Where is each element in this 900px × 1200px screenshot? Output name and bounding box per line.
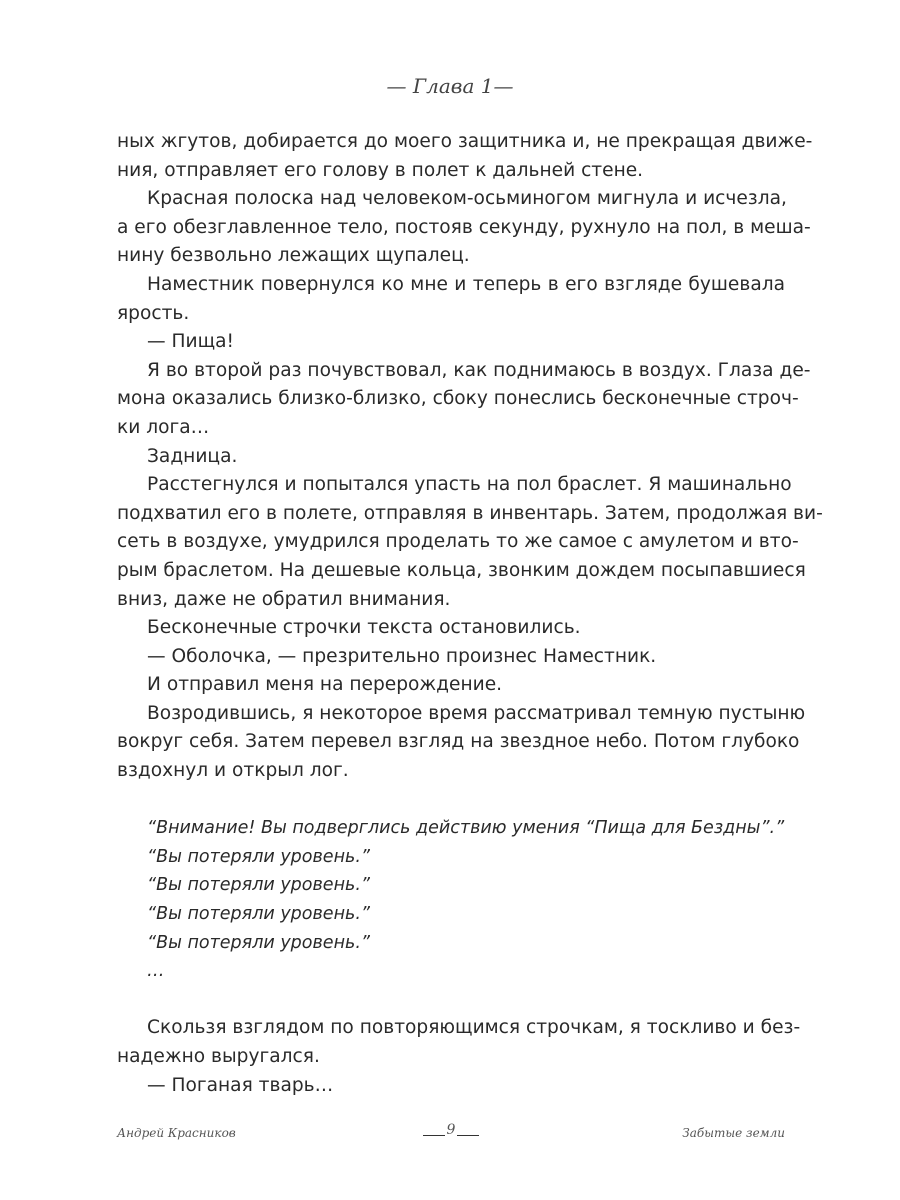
text-line: Я во второй раз почувствовал, как поднимаюсь в воздух. Глаза де- bbox=[147, 359, 811, 381]
text-line: Расстегнулся и попытался упасть на пол браслет. Я машинально bbox=[147, 474, 792, 496]
text-line: Бесконечные строчки текста остановились. bbox=[147, 617, 581, 639]
text-line: вокруг себя. Затем перевел взгляд на звездное небо. Потом глубоко bbox=[117, 731, 800, 753]
blank-line bbox=[117, 786, 785, 815]
text-line: надежно выругался. bbox=[117, 1046, 320, 1067]
text-line: Возродившись, я некоторое время рассматривал темную пустыню bbox=[147, 702, 806, 724]
page-number: 9 bbox=[446, 1122, 456, 1138]
text-line: ки лога… bbox=[117, 416, 210, 438]
text-line: вздохнул и открыл лог. bbox=[117, 760, 349, 782]
text-line: Красная полоска над человеком-осьминогом мигнула и исчезла, bbox=[147, 188, 787, 210]
footer-book-title: Забытые земли bbox=[682, 1126, 785, 1140]
page-footer bbox=[117, 1122, 785, 1146]
chapter-header: — Глава 1— bbox=[386, 74, 514, 98]
log-line: “Вы потеряли уровень.” bbox=[147, 904, 370, 925]
log-line: … bbox=[147, 961, 165, 982]
log-line: “Вы потеряли уровень.” bbox=[147, 846, 370, 867]
text-line: ных жгутов, добирается до моего защитника и, не прекращая движе- bbox=[117, 131, 813, 152]
rule bbox=[423, 1135, 445, 1136]
text-line: — Оболочка, — презрительно произнес Наместник. bbox=[147, 645, 657, 667]
log-line: “Вы потеряли уровень.” bbox=[147, 875, 370, 896]
body-text bbox=[117, 128, 823, 1100]
footer-author: Андрей Красников bbox=[117, 1126, 236, 1140]
text-line: Наместник повернулся ко мне и теперь в его взгляде бушевала bbox=[147, 273, 785, 295]
text-line: подхватил его в полете, отправляя в инвентарь. Затем, продолжая ви- bbox=[117, 502, 823, 524]
text-line: сеть в воздухе, умудрился проделать то же самое с амулетом и вто- bbox=[117, 531, 799, 553]
text-line: рым браслетом. На дешевые кольца, звонким дождем посыпавшиеся bbox=[117, 559, 806, 581]
blank-line bbox=[117, 986, 785, 1015]
text-line: Задница. bbox=[147, 445, 238, 467]
text-line: — Поганая тварь… bbox=[147, 1074, 334, 1096]
text-line: Скользя взглядом по повторяющимся строчкам, я тоскливо и без- bbox=[147, 1017, 801, 1039]
text-line: — Пища! bbox=[147, 331, 234, 353]
log-line: “Внимание! Вы подверглись действию умения “Пища для Бездны”.” bbox=[147, 818, 785, 839]
text-line: ния, отправляет его голову в полет к дальней стене. bbox=[117, 159, 644, 181]
rule bbox=[457, 1135, 479, 1136]
text-line: мона оказались близко-близко, сбоку понеслись бесконечные строч- bbox=[117, 388, 799, 410]
text-line: И отправил меня на перерождение. bbox=[147, 674, 503, 696]
text-line: вниз, даже не обратил внимания. bbox=[117, 588, 451, 610]
text-line: нину безвольно лежащих щупалец. bbox=[117, 245, 470, 267]
log-line: “Вы потеряли уровень.” bbox=[147, 932, 370, 953]
text-line: ярость. bbox=[117, 302, 190, 324]
text-line: а его обезглавленное тело, постояв секунду, рухнуло на пол, в меша- bbox=[117, 216, 811, 238]
